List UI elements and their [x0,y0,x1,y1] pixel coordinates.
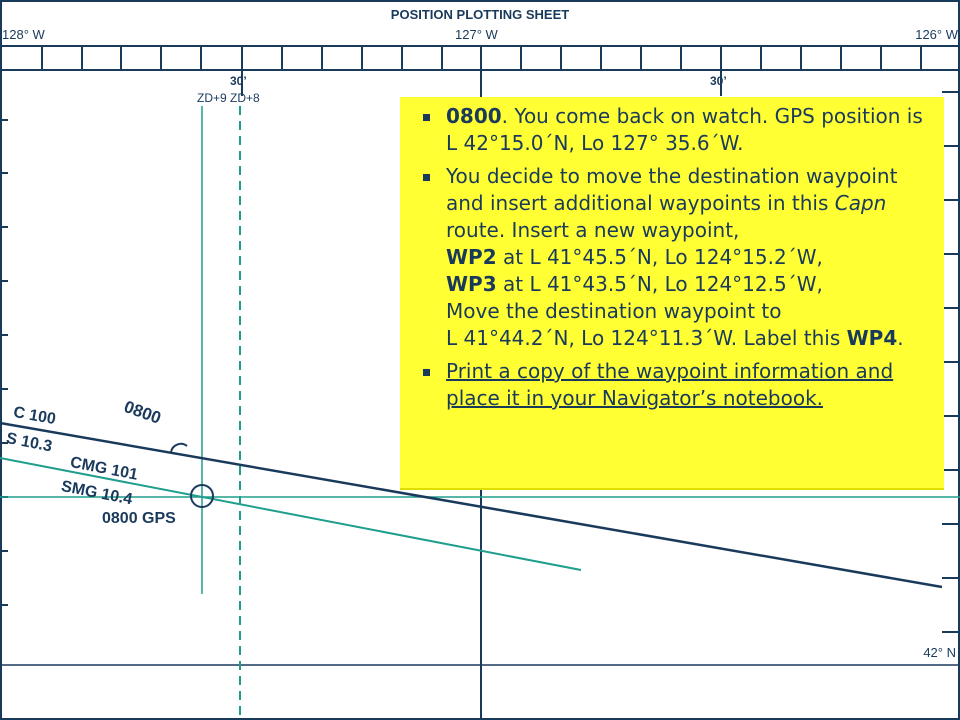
instruction-item [418,103,934,157]
sheet-title: POSITION PLOTTING SHEET [390,7,570,22]
gps-position-text: . You come back on watch. GPS position is L 42°15.0´N, Lo 127° 35.6´W. [446,104,923,155]
cmg-label: CMG 101 [68,454,140,484]
instruction-item [418,358,934,412]
waypoint-instruction-text: You decide to move the destination waypoint and insert additional waypoints in this [446,164,898,215]
bullet-icon [423,369,430,376]
waypoint-instruction-text-2: route. Insert a new waypoint, [446,218,740,242]
move-destination-text: Move the destination waypoint to [446,299,782,323]
instruction-callout [400,97,944,490]
time-label: 0800 [446,104,502,128]
zone-description-label: ZD+9 ZD+8 [197,91,260,105]
longitude-label-east: 126° W [915,27,958,42]
wp2-position: at L 41°45.5´N, Lo 124°15.2´W, [496,245,823,269]
bullet-icon [423,174,430,181]
latitude-label: 42° N [923,645,956,660]
smg-label: SMG 10.4 [59,478,134,509]
dr-time-label: 0800 [121,397,164,428]
instruction-item [418,163,934,352]
instruction-list [418,103,934,412]
bullet-icon [423,114,430,121]
wp4-label: WP4 [846,326,898,350]
dr-position-symbol [171,444,187,452]
wp4-period: . [897,326,904,350]
capn-term: Capn [834,191,887,215]
destination-position: L 41°44.2´N, Lo 124°11.3´W. Label this [446,326,847,350]
course-label: C 100 [12,404,58,429]
minute-label-left: 30’ [230,74,247,88]
wp3-position: at L 41°43.5´N, Lo 124°12.5´W, [496,272,823,296]
wp3-label: WP3 [446,272,497,296]
gps-fix-label: 0800 GPS [102,510,176,527]
minute-label-right: 30’ [710,74,727,88]
wp2-label: WP2 [446,245,497,269]
longitude-label-center: 127° W [455,27,498,42]
longitude-label-west: 128° W [2,27,45,42]
print-instruction: Print a copy of the waypoint information and place it in your Navigator’s notebook. [446,359,894,410]
speed-label: S 10.3 [4,430,54,456]
